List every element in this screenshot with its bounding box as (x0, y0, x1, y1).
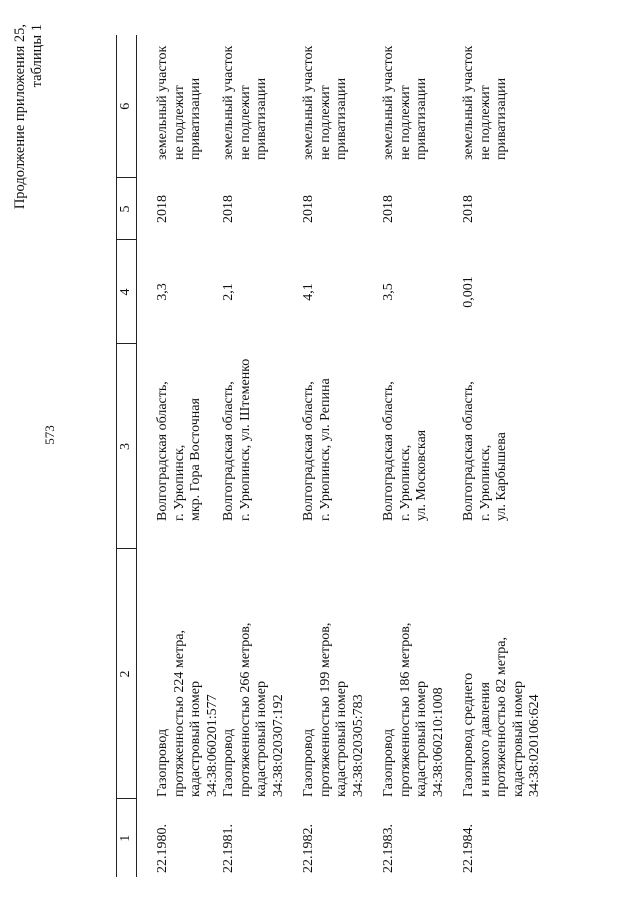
object-year: 2018 (221, 195, 236, 223)
continuation-note (12, 24, 46, 209)
object-description: Газопровод протяженностью 199 метров, кадастровый номер 34:38:020305:783 (301, 622, 366, 797)
page-number: 573 (42, 425, 57, 445)
object-address: Волгоградская область, г. Урюпинск, ул. Штеменко (221, 358, 253, 521)
object-status: земельный участок не подлежит приватизации (155, 45, 203, 160)
table-row (381, 35, 461, 877)
object-length: 0,001 (461, 276, 476, 308)
object-description: Газопровод среднего и низкого давления протяженностью 82 метра, кадастровый номер 34:38:020106:624 (461, 637, 542, 797)
object-address: Волгоградская область, г. Урюпинск, ул. Репина (301, 378, 333, 521)
column-header-1: 1 (117, 799, 137, 877)
object-status: земельный участок не подлежит приватизации (461, 45, 509, 160)
column-header-3: 3 (117, 344, 137, 549)
object-description: Газопровод протяженностью 266 метров, кадастровый номер 34:38:020307:192 (221, 622, 286, 797)
object-length: 4,1 (301, 283, 316, 301)
column-header-6: 6 (117, 35, 137, 178)
object-year: 2018 (301, 195, 316, 223)
table-row (461, 35, 544, 877)
table-header-row (117, 35, 137, 877)
column-header-4: 4 (117, 240, 137, 344)
property-table (116, 35, 544, 877)
column-header-5: 5 (117, 178, 137, 240)
row-number: 22.1983. (381, 824, 396, 873)
object-length: 3,3 (155, 283, 170, 301)
column-header-2: 2 (117, 549, 137, 799)
object-length: 2,1 (221, 283, 236, 301)
object-address: Волгоградская область, г. Урюпинск, ул. Карбышева (461, 381, 509, 521)
object-status: земельный участок не подлежит приватизации (301, 45, 349, 160)
table-row (137, 35, 222, 877)
object-year: 2018 (381, 195, 396, 223)
object-length: 3,5 (381, 283, 396, 301)
continuation-line-1: Продолжение приложения 25, (12, 24, 28, 210)
object-address: Волгоградская область, г. Урюпинск, мкр. Гора Восточная (155, 381, 203, 521)
table-row (301, 35, 381, 877)
row-number: 22.1980. (155, 824, 170, 873)
row-number: 22.1984. (461, 824, 476, 873)
continuation-line-2: таблицы 1 (29, 24, 45, 88)
object-description: Газопровод протяженностью 224 метра, кадастровый номер 34:38:060201:577 (155, 630, 220, 797)
row-number: 22.1982. (301, 824, 316, 873)
object-year: 2018 (461, 195, 476, 223)
object-year: 2018 (155, 195, 170, 223)
table-row (221, 35, 301, 877)
object-description: Газопровод протяженностью 186 метров, кадастровый номер 34:38:060210:1008 (381, 622, 446, 797)
object-status: земельный участок не подлежит приватизации (221, 45, 269, 160)
object-address: Волгоградская область, г. Урюпинск, ул. Московская (381, 381, 429, 521)
object-status: земельный участок не подлежит приватизации (381, 45, 429, 160)
row-number: 22.1981. (221, 824, 236, 873)
